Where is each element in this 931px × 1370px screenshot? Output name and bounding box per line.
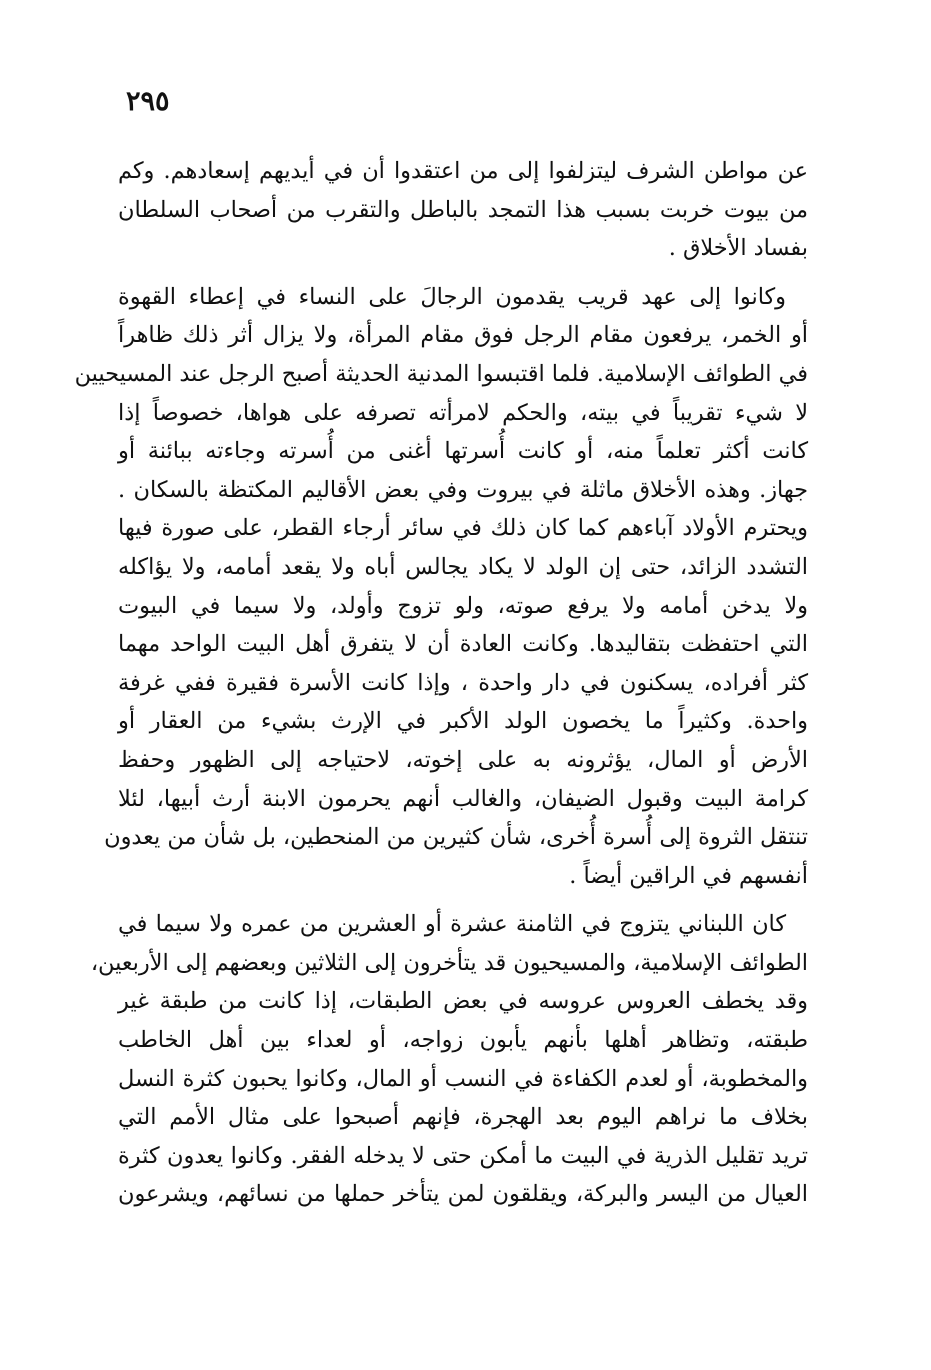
text-line: كان اللبناني يتزوج في الثامنة عشرة أو العشرين من عمره ولا سيما في — [118, 911, 786, 938]
text-line: تنتقل الثروة إلى أُسرة أُخرى، شأن كثيرين من المنحطين، بل شأن من يعدون — [104, 824, 808, 851]
paragraph-2 — [74, 278, 808, 896]
text-line: بفساد الأخلاق . — [668, 235, 808, 262]
text-line: أنفسهم في الراقين أيضاً . — [569, 862, 808, 889]
text-line: جهاز. وهذه الأخلاق ماثلة في بيروت وفي بعض الأقاليم المكتظة بالسكان . — [118, 476, 808, 503]
text-line: كانت أكثر تعلماً منه، أو كانت أُسرتها أغنى من أُسرته وجاءته ببائنة أو — [118, 438, 808, 465]
text-line: ولا يدخن أمامه ولا يرفع صوته، ولو تزوج وأولد، ولا سيما في البيوت — [118, 592, 808, 619]
paragraph-3 — [90, 905, 809, 1214]
text-line: الطوائف الإسلامية، والمسيحيون قد يتأخرون إلى الثلاثين وبعضهم إلى الأربعين، — [90, 949, 808, 976]
text-line: وكانوا إلى عهد قريب يقدمون الرجالَ على النساء في إعطاء القهوة — [118, 283, 786, 310]
text-line: أو الخمر، يرفعون مقام الرجل فوق مقام المرأة، ولا يزال أثر ذلك ظاهراً — [118, 322, 808, 349]
text-line: طبقته، وتظاهر أهلها بأنهم يأبون زواجه، أو لعداء بين أهل الخاطب — [118, 1027, 808, 1054]
body-text — [74, 152, 809, 1214]
text-line: ويحترم الأولاد آباءهم كما كان ذلك في سائر أرجاء القطر، على صورة فيها — [118, 515, 808, 542]
text-line: كثر أفراده، يسكنون في دار واحدة ، وإذا كانت الأسرة فقيرة ففي غرفة — [118, 669, 808, 696]
text-line: بخلاف ما نراهم اليوم بعد الهجرة، فإنهم أصبحوا على مثال الأمم التي — [118, 1104, 808, 1131]
paragraph-1 — [118, 152, 808, 268]
text-line: تريد تقليل الذرية في البيت ما أمكن حتى لا يدخله الفقر. وكانوا يعدون كثرة — [118, 1142, 808, 1169]
page-number: ٢٩٥ — [126, 86, 170, 117]
text-line: عن مواطن الشرف ليتزلفوا إلى من اعتقدوا أن في أيديهم إسعادهم. وكم — [118, 158, 808, 184]
text-line: العيال من اليسر والبركة، ويقلقون لمن يتأخر حملها من نسائهم، ويشرعون — [118, 1181, 809, 1208]
text-line: واحدة. وكثيراً ما يخصون الولد الأكبر في الإرث بشيء من العقار أو — [118, 708, 808, 735]
text-line: الأرض أو المال، يؤثرونه به على إخوته، لاحتياجه إلى الظهور وحفظ — [118, 746, 808, 773]
text-line: كرامة البيت وقبول الضيفان، والغالب أنهم يحرمون الابنة أرث أبيها، لئلا — [118, 785, 808, 812]
text-line: وقد يخطف العروس عروسه في بعض الطبقات، إذا كانت من طبقة غير — [118, 988, 808, 1015]
text-line: لا شيء تقريباً في بيته، والحكم لامرأته تصرفه على هواها، خصوصاً إذا — [118, 399, 808, 426]
text-line: من بيوت خربت بسبب هذا التمجد بالباطل والتقرب من أصحاب السلطان — [118, 196, 808, 223]
text-line: التشدد الزائد، حتى إن الولد لا يكاد يجالس أباه ولا يقعد أمامه، ولا يؤاكله — [118, 553, 808, 580]
text-line: التي احتفظت بتقاليدها. وكانت العادة أن لا يتفرق أهل البيت الواحد مهما — [118, 631, 808, 658]
text-line: في الطوائف الإسلامية. فلما اقتبسوا المدنية الحديثة أصبح الرجل عند المسيحيين — [74, 360, 808, 387]
text-line: والمخطوبة، أو لعدم الكفاءة في النسب أو المال، وكانوا يحبون كثرة النسل — [118, 1065, 808, 1092]
